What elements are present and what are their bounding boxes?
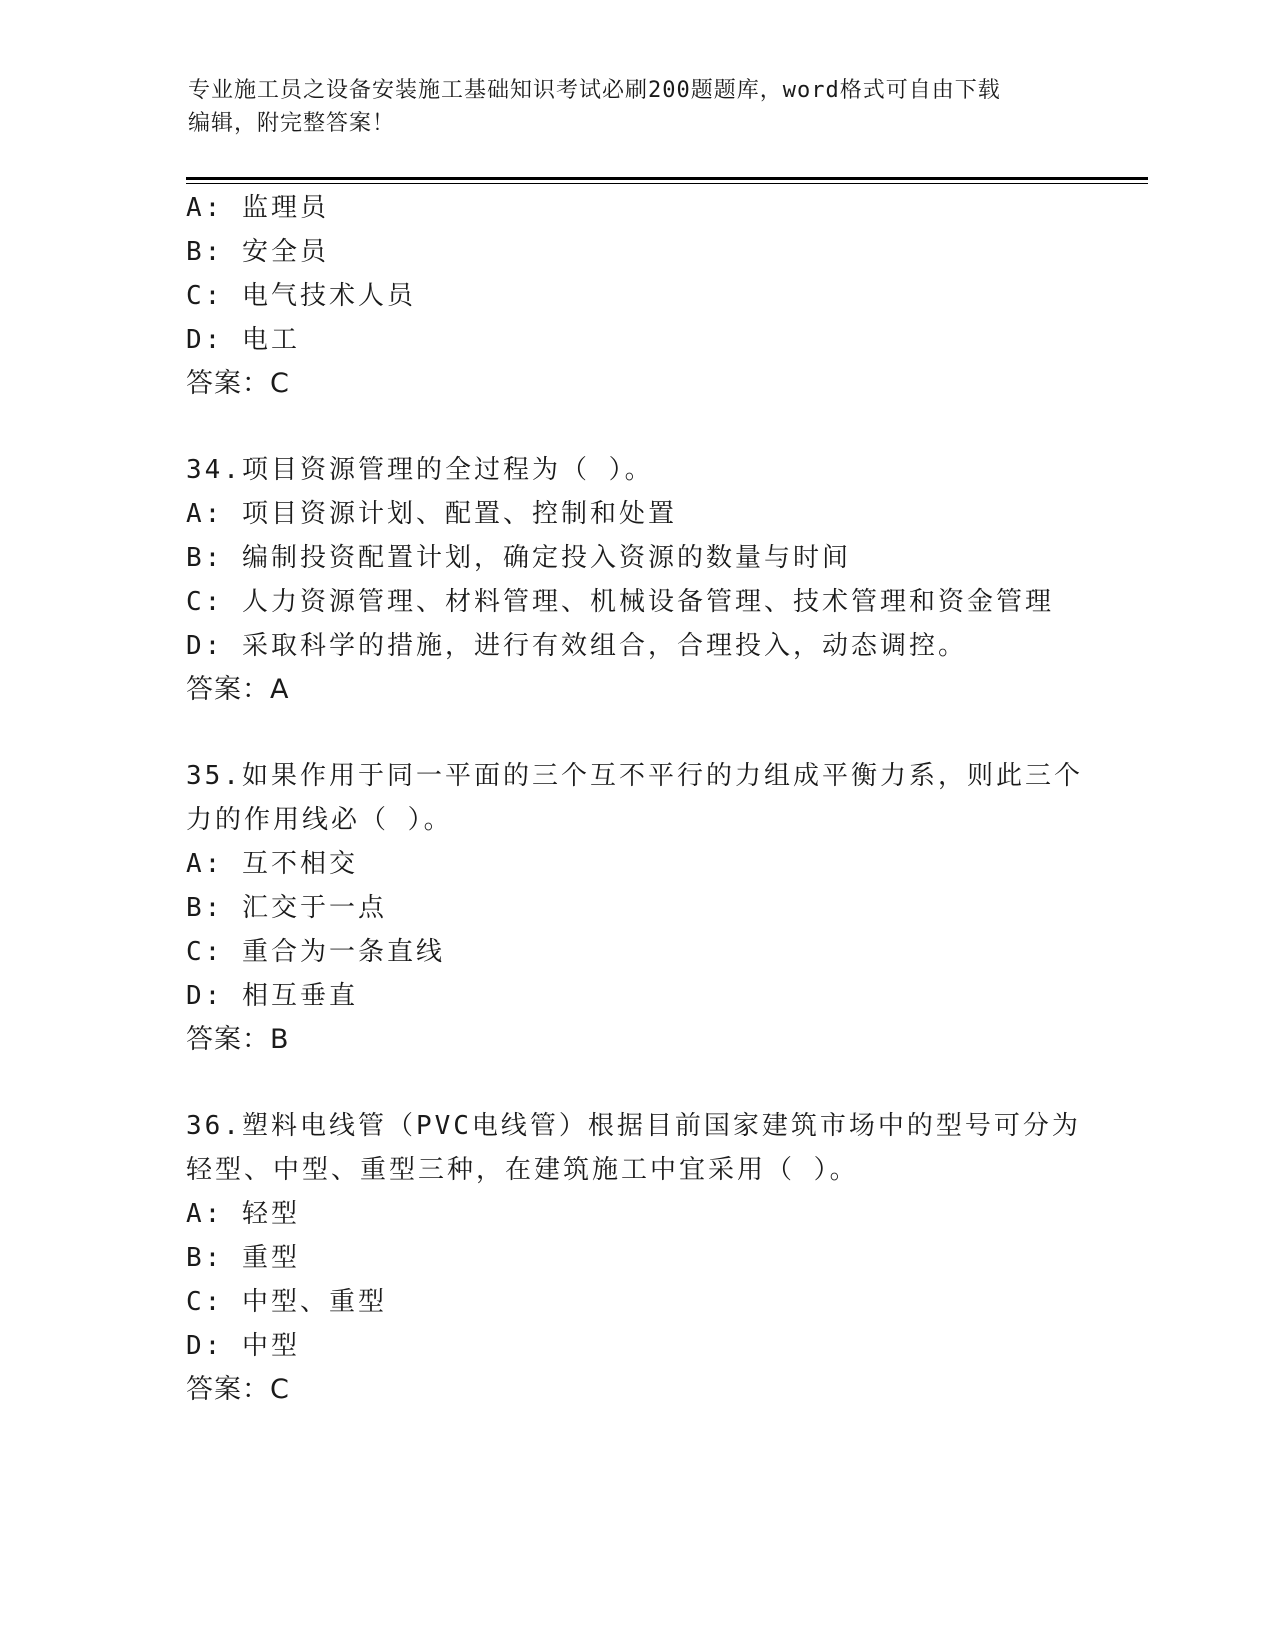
q36-answer: 答案：C — [186, 1374, 290, 1405]
q36-question-line-1: 36.塑料电线管（PVC电线管）根据目前国家建筑市场中的型号可分为 — [186, 1111, 1081, 1141]
header-divider-thick — [186, 177, 1148, 180]
q34-question-line-1: 34.项目资源管理的全过程为（ ）。 — [186, 455, 654, 485]
q34-option-c: C: 人力资源管理、材料管理、机械设备管理、技术管理和资金管理 — [186, 587, 1054, 617]
header-divider-thin — [186, 183, 1148, 184]
q36-question-line-2: 轻型、中型、重型三种，在建筑施工中宜采用（ ）。 — [186, 1155, 859, 1185]
q35-question-line-2: 力的作用线必（ ）。 — [186, 805, 453, 835]
q36-option-a: A: 轻型 — [186, 1199, 300, 1229]
q33-option-a: A: 监理员 — [186, 193, 329, 223]
q36-option-d: D: 中型 — [186, 1331, 300, 1361]
q35-question-line-1: 35.如果作用于同一平面的三个互不平行的力组成平衡力系，则此三个 — [186, 761, 1083, 791]
q35-option-c: C: 重合为一条直线 — [186, 937, 445, 967]
header-line-1: 专业施工员之设备安装施工基础知识考试必刷200题题库，word格式可自由下载 — [188, 78, 1001, 103]
q33-option-d: D: 电工 — [186, 325, 300, 355]
q35-option-b: B: 汇交于一点 — [186, 893, 387, 923]
document-header — [188, 74, 1088, 140]
q35-option-d: D: 相互垂直 — [186, 981, 358, 1011]
q33-option-b: B: 安全员 — [186, 237, 329, 267]
q34-option-b: B: 编制投资配置计划，确定投入资源的数量与时间 — [186, 543, 851, 573]
q33-option-c: C: 电气技术人员 — [186, 281, 416, 311]
q35-answer: 答案：B — [186, 1024, 290, 1055]
q35-option-a: A: 互不相交 — [186, 849, 358, 879]
q34-option-d: D: 采取科学的措施，进行有效组合，合理投入，动态调控。 — [186, 631, 967, 661]
q36-option-c: C: 中型、重型 — [186, 1287, 387, 1317]
header-line-2: 编辑，附完整答案！ — [188, 111, 396, 136]
q34-answer: 答案：A — [186, 674, 290, 705]
q34-option-a: A: 项目资源计划、配置、控制和处置 — [186, 499, 677, 529]
q33-answer: 答案：C — [186, 368, 290, 399]
q36-option-b: B: 重型 — [186, 1243, 300, 1273]
